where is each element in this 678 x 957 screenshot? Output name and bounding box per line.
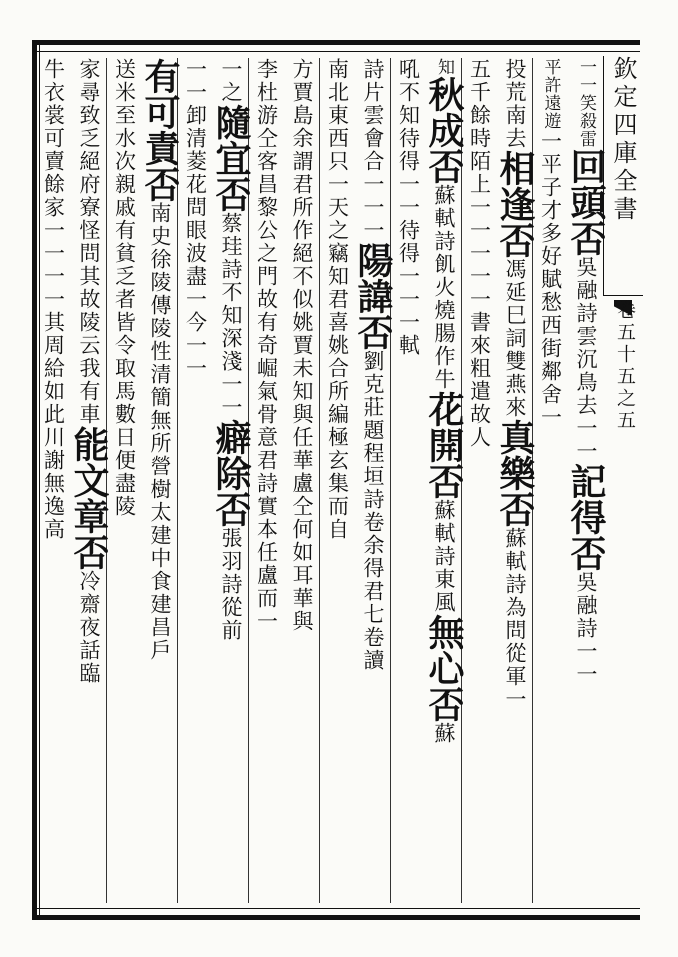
text-column [423,58,465,903]
entry-text: 軾 [396,334,421,357]
entry-heading: 秋成否 [423,76,465,184]
entry-text: 五千餘 [467,58,492,127]
entry-text: 投荒南去 [503,58,527,150]
column-rule [319,58,320,903]
frame-top-border [32,40,640,52]
text-column [210,58,252,903]
column-rule [390,58,391,903]
text-column [139,58,181,903]
text-column [248,58,284,903]
entry-text: 一之 [219,58,243,104]
text-column [565,58,607,903]
entry-text: 知 [434,58,454,76]
entry-text: 一一書來粗遣故人 [467,265,492,449]
book-title-header: 欽定四庫全書 [603,56,643,296]
entry-text: 吳融詩雲沉鳥去一一 [574,256,598,463]
text-column [352,58,394,903]
entry-text: 一平子才多好賦愁 [538,130,563,314]
volume-label: 卷五十五之五 [614,300,636,432]
entry-text: 吼不知待得一一 [396,58,421,219]
entry-text: 張羽詩從前 [219,527,243,642]
entry-text: 家尋致乏絕府寮怪問其故陵云我有車 [77,58,101,426]
entry-text: 蘇軾詩飢火燒腸作牛 [432,184,456,391]
entry-text: 吳融詩一一 [574,571,598,686]
entry-text: 牛衣裳可賣餘家一一一一其周給如此 [41,58,66,426]
entry-text: 冷齋夜話臨 [77,570,101,685]
entry-heading: 無心否 [423,614,465,722]
text-column [68,58,110,903]
entry-text: 馮延巳詞雙燕來 [503,258,527,419]
entry-heading: 真樂否 [494,419,536,527]
text-column [494,58,536,903]
entry-text: 方賈島余謂君所作絕不似姚賈未知與任華盧仝何如耳華與 [290,58,314,633]
entry-text: 蘇軾詩東風 [432,499,456,614]
entry-text: 詩片雲會合一一一 [361,58,385,242]
entry-text: 西街鄰舍一 [538,314,563,429]
entry-text: 蔡珪詩不知深淺一一 [219,212,243,419]
entry-heading: 有可責否 [139,58,181,202]
entry-heading: 回頭否 [565,148,607,256]
entry-heading: 相逢否 [494,150,536,258]
entry-heading: 癖除否 [210,419,252,527]
entry-text: 一卸清菱花問眼波 [183,81,208,265]
entry-text: 平許遠遊 [540,58,561,130]
entry-text: 蘇 [432,722,456,745]
text-column [532,58,568,903]
entry-text: 蘇軾詩為問從軍一 [503,527,527,711]
entry-heading: 陽諱否 [352,242,394,350]
entry-text: 時陌上一一一 [467,127,492,265]
entry-heading: 花開否 [423,391,465,499]
entry-text: 之竊知君喜姚合所編極玄集而自 [325,219,350,541]
text-column [319,58,355,903]
entry-text: 川謝無逸高 [41,426,66,541]
text-column [177,58,213,903]
entry-heading: 能文章否 [68,426,110,570]
entry-text: 南北東西只一天 [325,58,350,219]
entry-text: 一一笑殺雷 [576,58,596,148]
entry-text: 送米至水次親戚有貧乏者皆令取馬數日便盡陵 [112,58,137,518]
text-column [390,58,426,903]
entry-heading: 隨宜否 [210,104,252,212]
entry-text: 劉克莊題程垣詩卷余得君七卷讀 [361,350,385,672]
text-column [106,58,142,903]
entry-text: 李杜游仝客昌黎公之門故有奇崛氣骨意君詩實本任盧而一 [254,58,279,633]
entry-text: 一 [183,58,208,81]
entry-heading: 記得否 [565,463,607,571]
entry-text: 待得一一一 [396,219,421,334]
entry-text: 南史徐陵傳陵性清簡無所營樹太建中食建昌戶 [148,202,172,662]
text-column [461,58,497,903]
entry-text: 盡一今一一 [183,265,208,380]
text-column [35,58,71,903]
text-column [284,58,320,903]
frame-bottom-border [32,908,640,920]
